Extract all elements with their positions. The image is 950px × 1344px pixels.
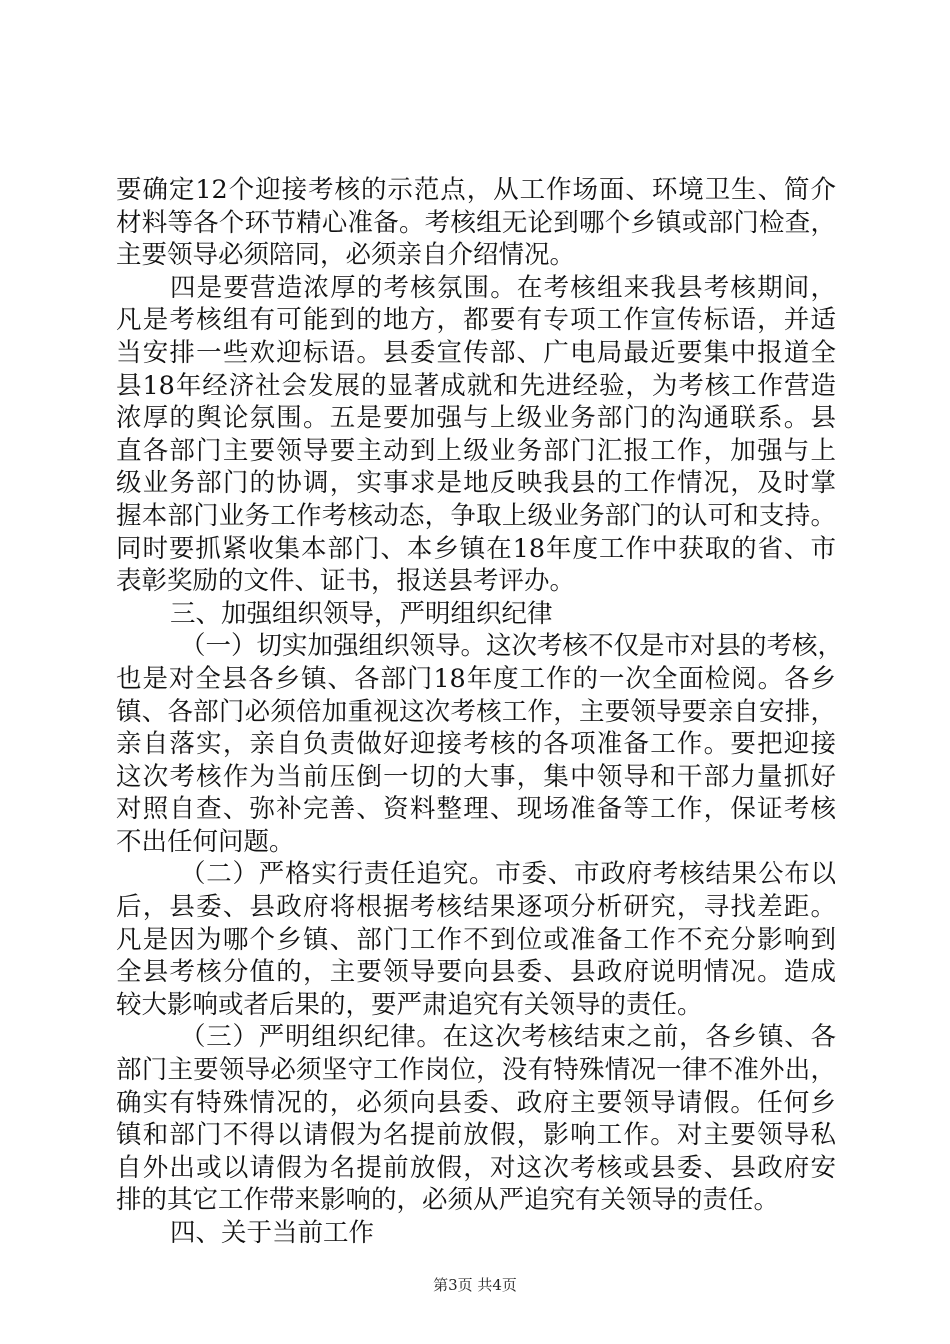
text-line: 镇、各部门必须倍加重视这次考核工作，主要领导要亲自安排， xyxy=(116,696,836,727)
text-line: （三）严明组织纪律。在这次考核结束之前，各乡镇、各 xyxy=(180,1022,836,1053)
text-line: 同时要抓紧收集本部门、本乡镇在18年度工作中获取的省、市 xyxy=(116,533,836,564)
text-line: 镇和部门不得以请假为名提前放假，影响工作。对主要领导私 xyxy=(116,1120,836,1151)
text-line: 当安排一些欢迎标语。县委宣传部、广电局最近要集中报道全 xyxy=(116,337,836,368)
text-line: 主要领导必须陪同，必须亲自介绍情况。 xyxy=(116,240,576,271)
text-line: 直各部门主要领导要主动到上级业务部门汇报工作，加强与上 xyxy=(116,435,836,466)
text-line: 较大影响或者后果的，要严肃追究有关领导的责任。 xyxy=(116,989,703,1020)
text-line: 级业务部门的协调，实事求是地反映我县的工作情况，及时掌 xyxy=(116,468,836,499)
text-line: 对照自查、弥补完善、资料整理、现场准备等工作，保证考核 xyxy=(116,794,836,825)
text-line: 全县考核分值的，主要领导要向县委、县政府说明情况。造成 xyxy=(116,957,836,988)
text-line: 后，县委、县政府将根据考核结果逐项分析研究，寻找差距。 xyxy=(116,892,836,923)
text-line: 凡是考核组有可能到的地方，都要有专项工作宣传标语，并适 xyxy=(116,305,836,336)
text-line: 这次考核作为当前压倒一切的大事，集中领导和干部力量抓好 xyxy=(116,761,836,792)
page-number: 第3页 共4页 xyxy=(433,1276,517,1294)
text-line: （二）严格实行责任追究。市委、市政府考核结果公布以 xyxy=(180,859,836,890)
page-footer xyxy=(0,1274,950,1295)
text-line: 四是要营造浓厚的考核氛围。在考核组来我县考核期间， xyxy=(170,272,836,303)
text-line: 也是对全县各乡镇、各部门18年度工作的一次全面检阅。各乡 xyxy=(116,663,836,694)
text-line: 材料等各个环节精心准备。考核组无论到哪个乡镇或部门检查， xyxy=(116,207,836,238)
text-line: 凡是因为哪个乡镇、部门工作不到位或准备工作不充分影响到 xyxy=(116,924,836,955)
document-body xyxy=(116,174,844,1250)
text-line: 部门主要领导必须坚守工作岗位，没有特殊情况一律不准外出， xyxy=(116,1055,836,1086)
text-line: 浓厚的舆论氛围。五是要加强与上级业务部门的沟通联系。县 xyxy=(116,403,836,434)
text-line: 排的其它工作带来影响的，必须从严追究有关领导的责任。 xyxy=(116,1185,780,1216)
section-heading: 三、加强组织领导，严明组织纪律 xyxy=(170,598,553,629)
text-line: 要确定12个迎接考核的示范点，从工作场面、环境卫生、简介 xyxy=(116,175,836,205)
text-line: （一）切实加强组织领导。这次考核不仅是市对县的考核， xyxy=(180,631,844,662)
text-line: 自外出或以请假为名提前放假，对这次考核或县委、县政府安 xyxy=(116,1152,836,1183)
text-line: 不出任何问题。 xyxy=(116,826,295,857)
text-line: 县18年经济社会发展的显著成就和先进经验，为考核工作营造 xyxy=(116,370,836,401)
section-heading: 四、关于当前工作 xyxy=(170,1218,375,1248)
text-line: 亲自落实，亲自负责做好迎接考核的各项准备工作。要把迎接 xyxy=(116,729,836,760)
text-line: 握本部门业务工作考核动态，争取上级业务部门的认可和支持。 xyxy=(116,500,836,531)
text-line: 表彰奖励的文件、证书，报送县考评办。 xyxy=(116,566,576,597)
text-line: 确实有特殊情况的，必须向县委、政府主要领导请假。任何乡 xyxy=(116,1087,836,1118)
